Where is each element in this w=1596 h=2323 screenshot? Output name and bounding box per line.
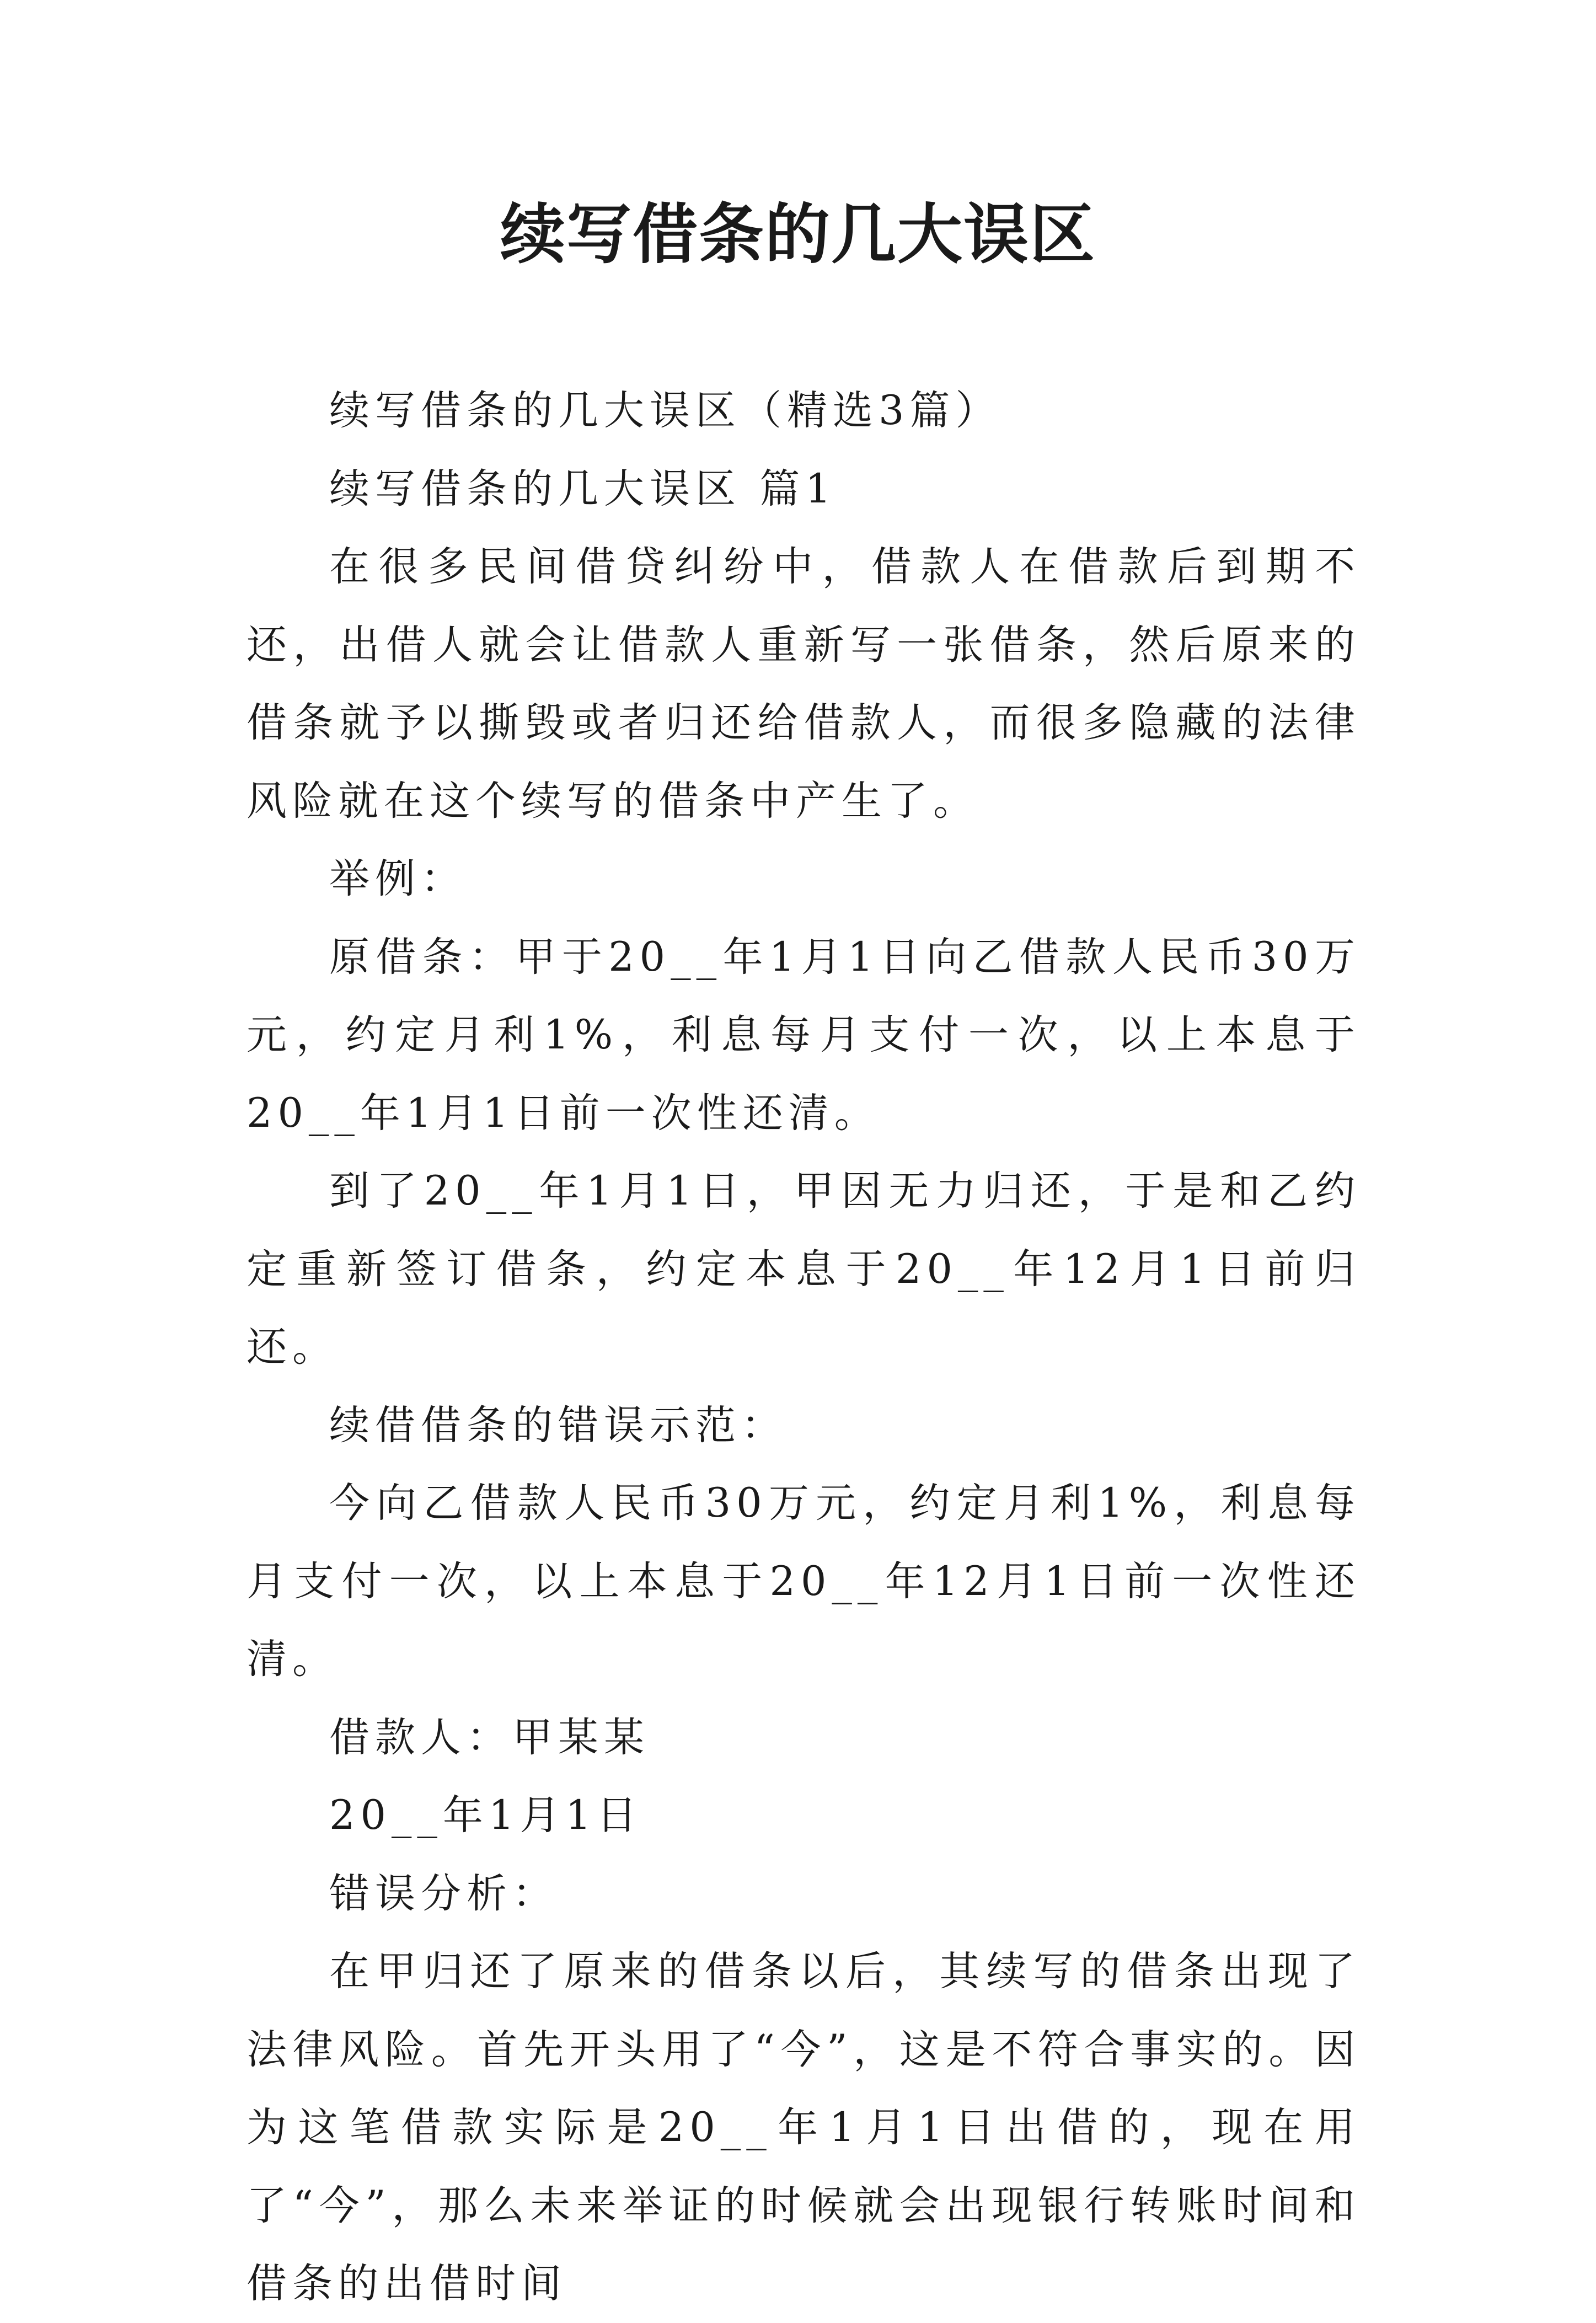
document-title: 续写借条的几大误区 (500, 196, 1096, 272)
error-analysis-label: 错误分析： (329, 1870, 558, 1917)
wrong-example-text: 今向乙借款人民币30万元，约定月利1%，利息每月支付一次，以上本息于20__年12月1日前一次性还清。 (247, 1480, 1361, 1683)
example-label: 举例： (329, 855, 467, 902)
collection-heading: 续写借条的几大误区（精选3篇） (329, 387, 1001, 434)
body-paragraph: 在很多民间借贷纠纷中，借款人在借款后到期不还，出借人就会让借款人重新写一张借条，然后原来的借条就予以撕毁或者归还给借款人，而很多隐藏的法律风险就在这个续写的借条中产生了。 (247, 543, 1361, 825)
date-line: 20__年1月1日 (329, 1792, 642, 1839)
document-body (247, 372, 1361, 2323)
article-heading: 续写借条的几大误区 篇1 (329, 465, 837, 512)
body-paragraph: 在甲归还了原来的借条以后，其续写的借条出现了法律风险。首先开头用了“今”，这是不符合事实的。因为这笔借款实际是20__年1月1日出借的，现在用了“今”，那么未来举证的时候就会出现银行转账时间和借条的出借时间 (247, 1948, 1361, 2307)
original-note-paragraph: 原借条：甲于20__年1月1日向乙借款人民币30万元，约定月利1%，利息每月支付一次，以上本息于20__年1月1日前一次性还清。 (247, 933, 1361, 1137)
body-paragraph: 到了20__年1月1日，甲因无力归还，于是和乙约定重新签订借条，约定本息于20__年12月1日前归还。 (247, 1168, 1361, 1371)
borrower-line: 借款人：甲某某 (329, 1714, 650, 1761)
wrong-example-label: 续借借条的错误示范： (329, 1401, 787, 1449)
